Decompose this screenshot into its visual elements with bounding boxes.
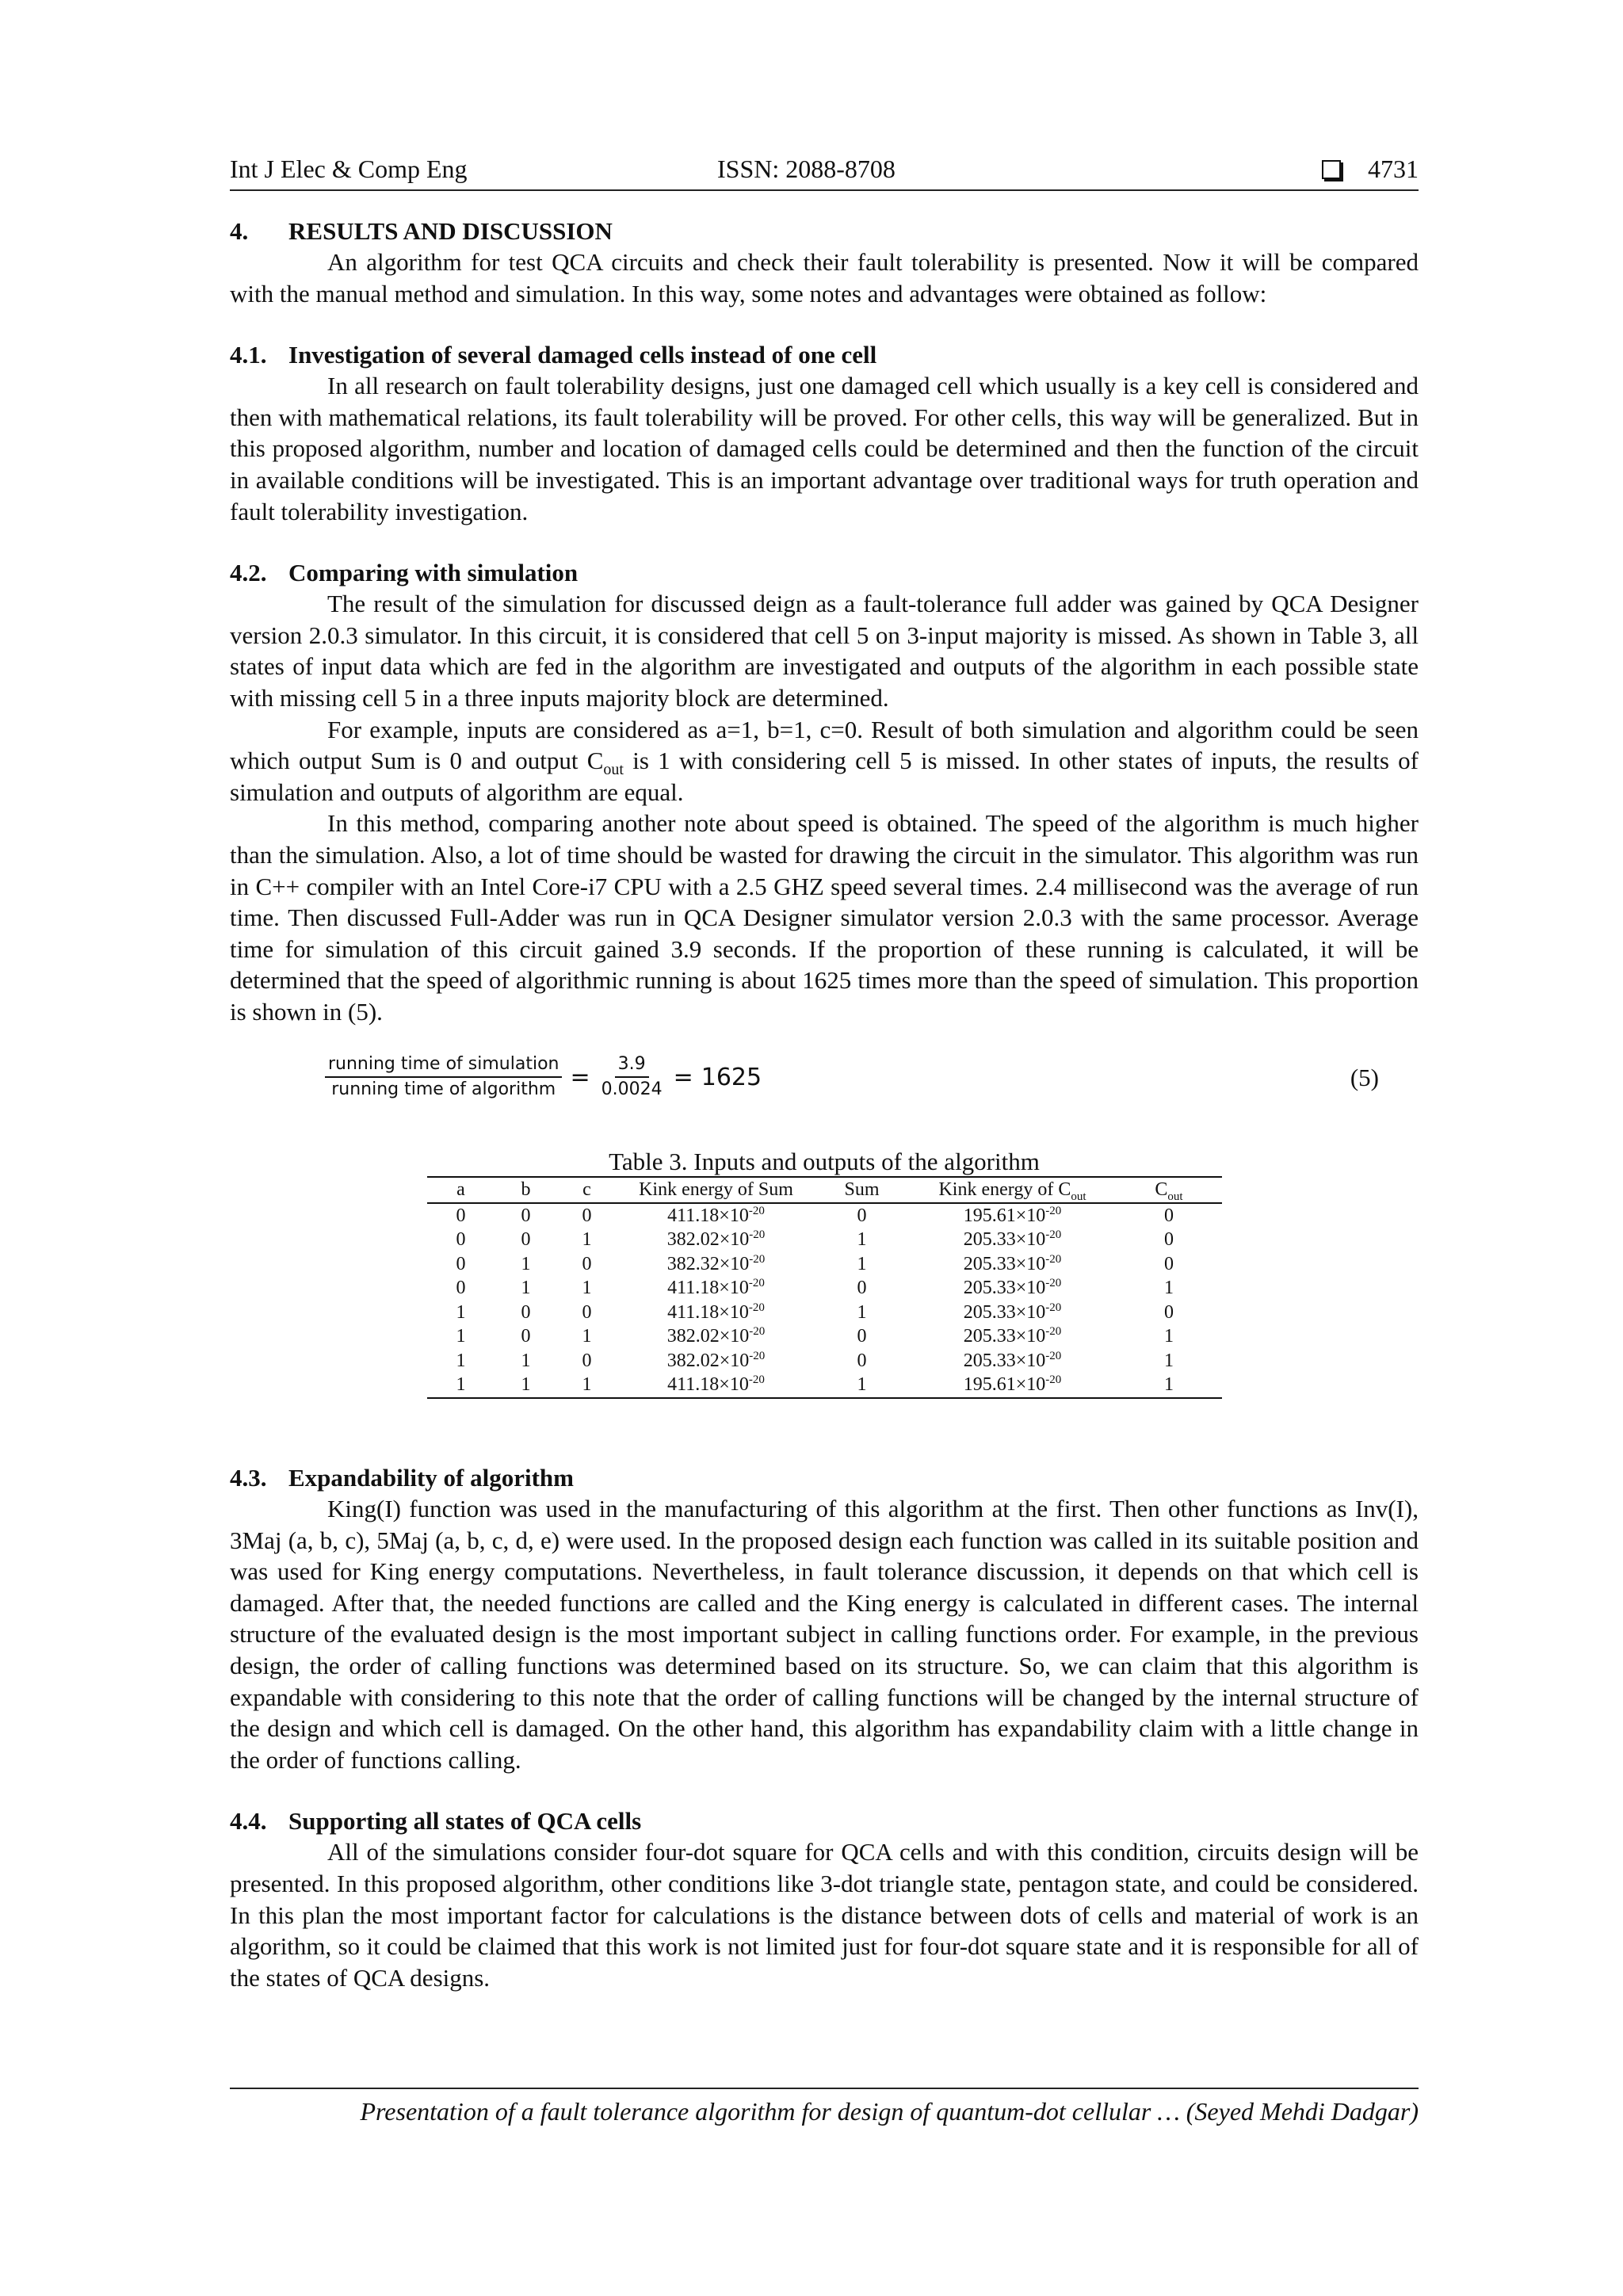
data-table: [427, 1176, 1222, 1399]
equation-5: [230, 1046, 1419, 1125]
table-cell: [815, 1301, 909, 1325]
paragraph: [230, 714, 1419, 808]
cell-value: 1: [1164, 1278, 1174, 1299]
table-cell: [909, 1228, 1117, 1252]
cell-value: 411.18×10: [667, 1278, 749, 1299]
cell-value: 0: [857, 1326, 867, 1347]
column-header: a: [427, 1177, 495, 1203]
table-row: [427, 1324, 1222, 1349]
cell-value: 0: [521, 1205, 531, 1226]
cell-value: 0: [521, 1229, 531, 1251]
column-header: [909, 1177, 1117, 1203]
table-cell: [495, 1373, 557, 1398]
numerator: running time of simulation: [325, 1052, 562, 1078]
cell-value: 205.33×10: [963, 1278, 1046, 1299]
table-cell: [815, 1349, 909, 1373]
table-cell: [495, 1228, 557, 1252]
subsection-number: 4.1.: [230, 341, 267, 369]
column-header: Sum: [815, 1177, 909, 1203]
subsection-heading-4-1: [230, 339, 1419, 370]
table-cell: [495, 1324, 557, 1349]
cell-value: 0: [521, 1326, 531, 1347]
cell-value: 0: [1164, 1205, 1174, 1226]
cell-value: 205.33×10: [963, 1253, 1046, 1274]
table-cell: [617, 1276, 815, 1301]
cell-value: 1: [456, 1301, 466, 1323]
table-cell: [815, 1228, 909, 1252]
table-cell: [427, 1301, 495, 1325]
column-header: Kink energy of Sum: [617, 1177, 815, 1203]
paragraph: In this method, comparing another note about speed is obtained. The speed of the algorithm is much higher than the simulation. Also, a lot of time should be wasted for drawing the circuit in the simulator. This algorithm was run in C++ compiler with an Intel Core-i7 CPU with a 2.5 GHZ speed several times. 2.4 millisecond was the average of run time. Then discussed Full-Adder was run in QCA Designer simulator version 2.0.3 with the same processor. Average time for simulation of this circuit gained 3.9 seconds. If the proportion of these running is calculated, it will be determined that the speed of algorithmic running is about 1625 times more than the speed of simulation. This proportion is shown in (5).: [230, 809, 1419, 1026]
table-cell: [1117, 1252, 1222, 1277]
cell-value: 0: [521, 1301, 531, 1323]
subsection-title: Comparing with simulation: [288, 559, 579, 587]
table-cell: [617, 1301, 815, 1325]
table-cell: [427, 1324, 495, 1349]
table-cell: [909, 1349, 1117, 1373]
header-text: Kink energy of C: [938, 1179, 1071, 1201]
table-cell: [815, 1373, 909, 1398]
text-run: is 1 with considering cell 5 is missed. In other states of inputs, the results of simulation and outputs of algorithm are equal.: [230, 747, 1419, 806]
table-row: [427, 1373, 1222, 1398]
cell-value: 411.18×10: [667, 1301, 749, 1323]
table-cell: [495, 1203, 557, 1228]
text-run: For example, inputs are considered as a=1, b=1, c=0. Result of both simulation and algorithm could be seen which output Sum is 0 and output C: [230, 715, 1419, 775]
cell-value: 0: [456, 1253, 466, 1274]
cell-value: 0: [582, 1253, 592, 1274]
cell-value: 0: [1164, 1301, 1174, 1323]
cell-value: 0: [582, 1301, 592, 1323]
equals-sign: =: [673, 1063, 693, 1091]
cell-value: 1: [582, 1278, 592, 1299]
table-cell: [427, 1203, 495, 1228]
cell-value: 1: [521, 1374, 531, 1396]
table-cell: [557, 1203, 617, 1228]
paragraph: The result of the simulation for discussed deign as a fault-tolerance full adder was gained by QCA Designer version 2.0.3 simulator. In this circuit, it is considered that cell 5 on 3-input majority is missed. As shown in Table 3, all states of input data which are fed in the algorithm are investigated and outputs of the algorithm in each possible state with missing cell 5 in a three inputs majority block are determined.: [230, 590, 1419, 712]
cell-value: 1: [857, 1229, 867, 1251]
cell-value: 195.61×10: [963, 1374, 1046, 1396]
table-cell: [617, 1349, 815, 1373]
subsection-number: 4.2.: [230, 559, 267, 587]
table-cell: [495, 1349, 557, 1373]
exponent: -20: [1045, 1349, 1062, 1362]
equation-result: 1625: [701, 1063, 762, 1091]
exponent: -20: [1045, 1325, 1062, 1339]
subsection-heading-4-2: [230, 557, 1419, 588]
section-intro-paragraph: An algorithm for test QCA circuits and check their fault tolerability is presented. Now it will be compared with the manual method and simulation. In this way, some notes and advantages were obtained as follow:: [230, 248, 1419, 308]
table-body: [427, 1203, 1222, 1398]
equation-number: (5): [1350, 1064, 1379, 1092]
cell-value: 205.33×10: [963, 1326, 1046, 1347]
section-number: 4.: [230, 217, 249, 245]
fraction: [325, 1052, 562, 1102]
cell-value: 0: [1164, 1253, 1174, 1274]
table-row: [427, 1203, 1222, 1228]
exponent: -20: [749, 1252, 766, 1266]
cell-value: 205.33×10: [963, 1301, 1046, 1323]
column-header: c: [557, 1177, 617, 1203]
cell-value: 0: [456, 1229, 466, 1251]
exponent: -20: [748, 1373, 765, 1387]
table-cell: [427, 1349, 495, 1373]
cell-value: 1: [521, 1350, 531, 1371]
table-header-row: [427, 1177, 1222, 1203]
table-cell: [1117, 1203, 1222, 1228]
paragraph: All of the simulations consider four-dot square for QCA cells and with this condition, circuits design will be presented. In this proposed algorithm, other conditions like 3-dot triangle state, pentagon state, and could be considered. In this plan the most important factor for calculations is the distance between dots of cells and material of work is an algorithm, so it could be claimed that this work is not limited just for four-dot square state and it is responsible for all of the states of QCA designs.: [230, 1838, 1419, 1992]
cell-value: 382.02×10: [666, 1326, 750, 1347]
exponent: -20: [1045, 1204, 1062, 1217]
table-cell: [909, 1203, 1117, 1228]
paragraph: King(I) function was used in the manufacturing of this algorithm at the first. Then other functions as Inv(I), 3Maj (a, b, c), 5Maj (a, b, c, d, e) were used. In the proposed design each function was called in its suitable position and was used for King energy computations. Nevertheless, in fault tolerance discussion, it depends on that which cell is damaged. After that, the needed functions are called and the King energy is calculated in different cases. The internal structure of the evaluated design is the most important subject in calling functions order. For example, in the previous design, the order of calling functions was determined based on its structure. So, we can claim that this algorithm is expandable with considering to this note that the order of calling functions will be changed by the internal structure of the design and which cell is damaged. On the other hand, this algorithm has expandability claim with a little change in the order of functions calling.: [230, 1494, 1419, 1774]
cell-value: 382.02×10: [666, 1229, 750, 1251]
cell-value: 0: [456, 1205, 466, 1226]
cell-value: 1: [521, 1253, 531, 1274]
table-row: [427, 1276, 1222, 1301]
table-cell: [815, 1203, 909, 1228]
cell-value: 1: [1164, 1374, 1174, 1396]
cell-value: 1: [456, 1350, 466, 1371]
denominator: 0.0024: [601, 1079, 663, 1100]
table-cell: [617, 1203, 815, 1228]
table-row: [427, 1349, 1222, 1373]
numerator: 3.9: [615, 1052, 649, 1078]
column-header: [1117, 1177, 1222, 1203]
cell-value: 411.18×10: [667, 1374, 749, 1396]
exponent: -20: [749, 1228, 766, 1242]
cell-value: 1: [582, 1229, 592, 1251]
equation-body: [325, 1052, 762, 1102]
article-body: [230, 216, 1419, 1993]
exponent: -20: [1045, 1228, 1062, 1242]
cell-value: 0: [857, 1205, 867, 1226]
table-cell: [1117, 1276, 1222, 1301]
exponent: -20: [749, 1325, 766, 1339]
table-cell: [617, 1252, 815, 1277]
cell-value: 382.02×10: [666, 1350, 750, 1371]
subsection-number: 4.4.: [230, 1807, 267, 1836]
denominator: running time of algorithm: [331, 1079, 556, 1100]
page-number: 4731: [1368, 155, 1419, 183]
cell-value: 0: [857, 1278, 867, 1299]
cell-value: 1: [582, 1374, 592, 1396]
subscript: out: [603, 761, 624, 779]
exponent: -20: [1045, 1277, 1062, 1290]
table-cell: [815, 1276, 909, 1301]
table-cell: [557, 1276, 617, 1301]
table-cell: [427, 1373, 495, 1398]
cell-value: 205.33×10: [963, 1350, 1046, 1371]
cell-value: 0: [582, 1350, 592, 1371]
table-cell: [1117, 1373, 1222, 1398]
table-cell: [495, 1276, 557, 1301]
table-cell: [617, 1228, 815, 1252]
cell-value: 1: [521, 1278, 531, 1299]
fraction: [598, 1052, 666, 1102]
exponent: -20: [748, 1301, 765, 1314]
table-cell: [815, 1252, 909, 1277]
subsection-title: Supporting all states of QCA cells: [288, 1807, 642, 1836]
cell-value: 195.61×10: [963, 1205, 1046, 1226]
table-row: [427, 1228, 1222, 1252]
page-number-group: [1322, 155, 1419, 184]
cell-value: 411.18×10: [667, 1205, 749, 1226]
table-cell: [1117, 1349, 1222, 1373]
subscript: out: [1167, 1190, 1183, 1204]
subsection-title: Investigation of several damaged cells instead of one cell: [288, 341, 877, 369]
table-cell: [909, 1324, 1117, 1349]
table-cell: [1117, 1301, 1222, 1325]
exponent: -20: [1045, 1373, 1062, 1387]
table-cell: [557, 1373, 617, 1398]
table-cell: [427, 1228, 495, 1252]
square-box-icon: [1322, 160, 1341, 179]
table-cell: [427, 1276, 495, 1301]
table-cell: [617, 1324, 815, 1349]
cell-value: 1: [857, 1374, 867, 1396]
exponent: -20: [749, 1349, 766, 1362]
cell-value: 1: [582, 1326, 592, 1347]
table-row: [427, 1252, 1222, 1277]
table-cell: [909, 1373, 1117, 1398]
cell-value: 0: [1164, 1229, 1174, 1251]
table-cell: [909, 1301, 1117, 1325]
subsection-number: 4.3.: [230, 1463, 267, 1492]
subsection-heading-4-4: [230, 1805, 1419, 1836]
exponent: -20: [748, 1277, 765, 1290]
table-3: [427, 1148, 1222, 1399]
subsection-title: Expandability of algorithm: [288, 1463, 574, 1492]
cell-value: 1: [456, 1374, 466, 1396]
table-cell: [909, 1276, 1117, 1301]
cell-value: 0: [857, 1350, 867, 1371]
table-cell: [495, 1301, 557, 1325]
header-text: C: [1155, 1179, 1168, 1201]
table-caption: Table 3. Inputs and outputs of the algorithm: [609, 1148, 1040, 1176]
cell-value: 1: [456, 1326, 466, 1347]
cell-value: 1: [857, 1253, 867, 1274]
exponent: -20: [748, 1204, 765, 1217]
cell-value: 0: [582, 1205, 592, 1226]
table-cell: [1117, 1228, 1222, 1252]
running-header: [230, 155, 1419, 191]
exponent: -20: [1045, 1252, 1062, 1266]
cell-value: 382.32×10: [666, 1253, 750, 1274]
table-cell: [557, 1301, 617, 1325]
table-row: [427, 1301, 1222, 1325]
subsection-heading-4-3: [230, 1462, 1419, 1493]
running-footer: Presentation of a fault tolerance algorithm for design of quantum-dot cellular … (Seyed Mehdi Dadgar): [230, 2088, 1419, 2126]
exponent: -20: [1045, 1301, 1062, 1314]
cell-value: 1: [1164, 1350, 1174, 1371]
cell-value: 1: [857, 1301, 867, 1323]
section-heading: [230, 216, 1419, 246]
table-cell: [427, 1252, 495, 1277]
table-cell: [557, 1349, 617, 1373]
table-cell: [557, 1228, 617, 1252]
equals-sign: =: [570, 1063, 590, 1091]
table-cell: [815, 1324, 909, 1349]
table-cell: [909, 1252, 1117, 1277]
table-cell: [1117, 1324, 1222, 1349]
issn: ISSN: 2088-8708: [717, 155, 896, 183]
paragraph: In all research on fault tolerability designs, just one damaged cell which usually is a key cell is considered and then with mathematical relations, its fault tolerability will be proved. For other cells, this way will be generalized. But in this proposed algorithm, number and location of damaged cells could be determined and then the function of the circuit in available conditions will be investigated. This is an important advantage over traditional ways for truth operation and fault tolerability investigation.: [230, 372, 1419, 525]
table-cell: [617, 1373, 815, 1398]
journal-name: Int J Elec & Comp Eng: [230, 155, 468, 183]
cell-value: 0: [456, 1278, 466, 1299]
subscript: out: [1071, 1190, 1086, 1204]
table-cell: [495, 1252, 557, 1277]
cell-value: 205.33×10: [963, 1229, 1046, 1251]
table-cell: [557, 1252, 617, 1277]
section-title: RESULTS AND DISCUSSION: [288, 217, 613, 245]
table-cell: [557, 1324, 617, 1349]
column-header: b: [495, 1177, 557, 1203]
cell-value: 1: [1164, 1326, 1174, 1347]
